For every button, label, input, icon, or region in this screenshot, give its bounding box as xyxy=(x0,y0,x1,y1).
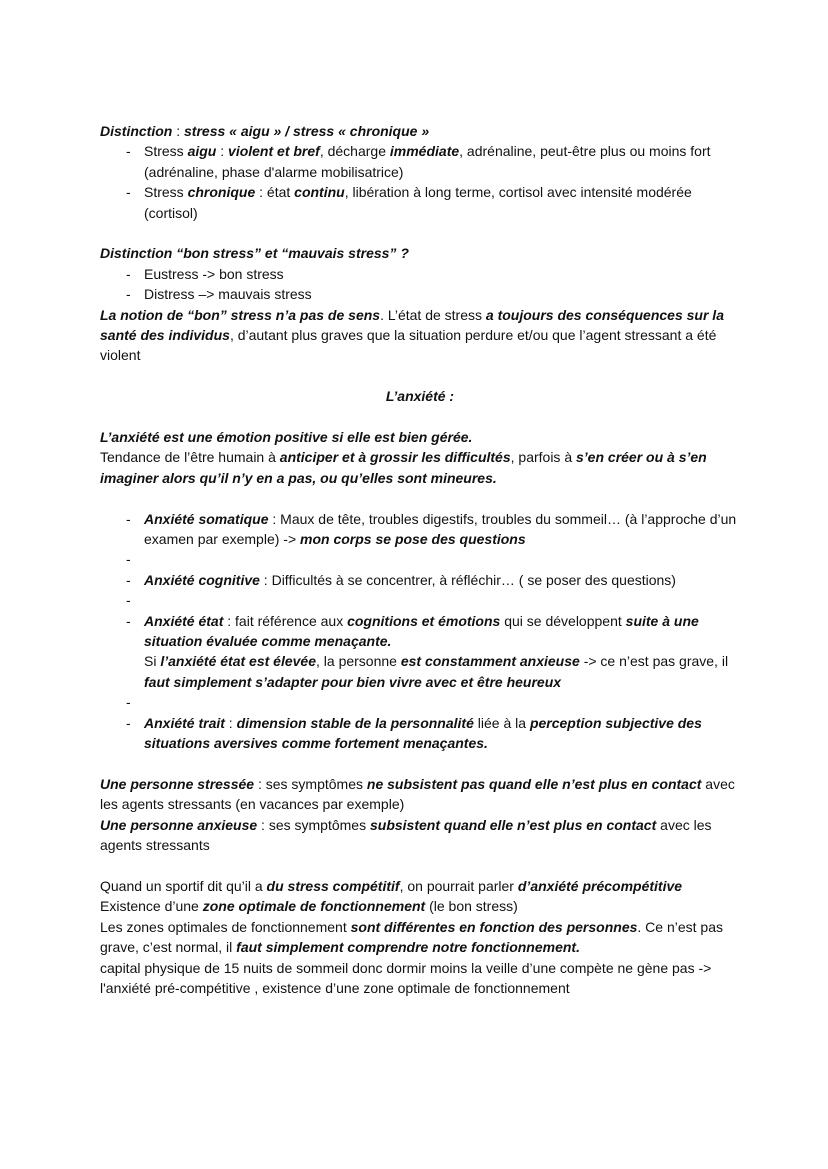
list-item-anxiete-somatique: - Anxiété somatique : Maux de tête, troubles digestifs, troubles du sommeil… (à l’approche d’un examen par exemple) -> mon corps se pose des questions xyxy=(100,509,740,550)
paragraph-personne-anxieuse: Une personne anxieuse : ses symptômes subsistent quand elle n’est plus en contact avec les agents stressants xyxy=(100,816,712,854)
paragraph-anxiete-positive: L’anxiété est une émotion positive si elle est bien gérée. xyxy=(100,429,473,446)
bullet-list-anxiete-types xyxy=(100,509,740,754)
paragraph-personne-stressee: Une personne stressée : ses symptômes ne subsistent pas quand elle n’est plus en contact avec les agents stressants (en vacances par exemple) xyxy=(100,775,735,813)
paragraph-notion-bon-stress: La notion de “bon” stress n’a pas de sens. L’état de stress a toujours des conséquences sur la santé des individus, d’autant plus graves que la situation perdure et/ou que l’agent stressant a été violent xyxy=(100,306,724,364)
list-item-anxiete-trait: - Anxiété trait : dimension stable de la personnalité liée à la perception subjective des situations aversives comme fortement menaçantes. xyxy=(100,713,740,754)
list-item-anxiete-etat: - Anxiété état : fait référence aux cognitions et émotions qui se développent suite à une situation évaluée comme menaçante. Si l’anxiété état est élevée, la personne est constamment anxieuse -> ce n’est pas grave, il faut simplement s’adapter pour bien vivre avec et être heureux xyxy=(100,611,740,693)
list-item-stress-chronique: - Stress chronique : état continu, libération à long terme, cortisol avec intensité modérée (cortisol) xyxy=(100,182,740,223)
list-item-stress-aigu: - Stress aigu : violent et bref, décharge immédiate, adrénaline, peut-être plus ou moins fort (adrénaline, phase d'alarme mobilisatrice) xyxy=(100,141,740,182)
section-title-bon-mauvais-stress: Distinction “bon stress” et “mauvais stress” ? xyxy=(100,245,409,262)
section-title-distinction: Distinction : stress « aigu » / stress « chronique » xyxy=(100,123,430,139)
list-item-eustress: - Eustress -> bon stress xyxy=(100,264,740,284)
paragraph-tendance: Tendance de l’être humain à anticiper et à grossir les difficultés, parfois à s’en créer ou à s’en imaginer alors qu’il n’y en a pas, ou qu’elles sont mineures. xyxy=(100,449,707,486)
paragraph-capital-physique: capital physique de 15 nuits de sommeil donc dormir moins la veille d’une compète ne gène pas -> l'anxiété pré-compétitive , existence d’une zone optimale de fonctionnement xyxy=(100,959,712,996)
list-item-distress: - Distress –> mauvais stress xyxy=(100,284,740,304)
paragraph-zones-differentes: Les zones optimales de fonctionnement sont différentes en fonction des personnes. Ce n’est pas grave, c’est normal, il faut simplement comprendre notre fonctionnement. xyxy=(100,918,724,956)
bullet-list-eustress xyxy=(100,264,740,305)
paragraph-sportif: Quand un sportif dit qu’il a du stress compétitif, on pourrait parler d’anxiété précompétitive xyxy=(100,877,683,894)
document-page xyxy=(100,121,740,998)
paragraph-zone-optimale: Existence d’une zone optimale de fonctionnement (le bon stress) xyxy=(100,898,518,915)
list-item-anxiete-cognitive: - Anxiété cognitive : Difficultés à se concentrer, à réfléchir… ( se poser des questions) xyxy=(100,570,740,590)
heading-anxiete: L’anxiété : xyxy=(385,388,455,405)
bullet-list-stress xyxy=(100,141,740,223)
